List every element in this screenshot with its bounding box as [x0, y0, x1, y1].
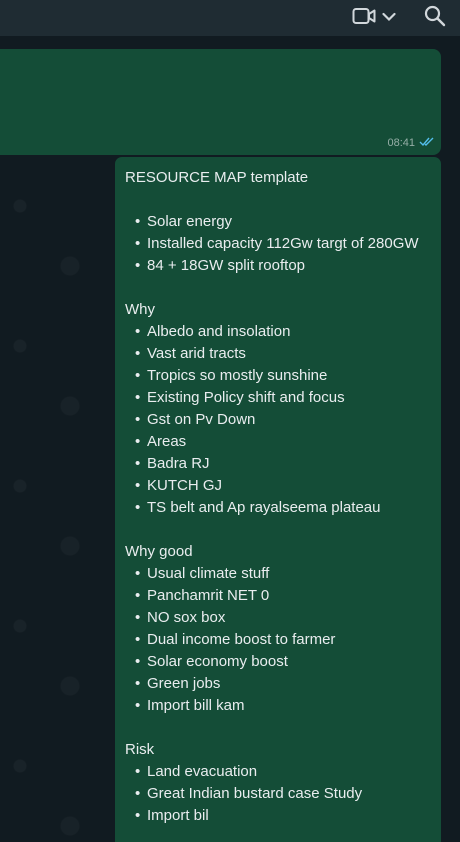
chat-header [0, 0, 460, 36]
bullet-marker: • [135, 477, 141, 494]
list-item [125, 387, 433, 409]
list-item-text: 84 + 18GW split rooftop [147, 257, 305, 274]
list-item-text: Albedo and insolation [147, 323, 291, 340]
list-item-text: Installed capacity 112Gw targt of 280GW [147, 235, 419, 252]
list-item-text: Panchamrit NET 0 [147, 587, 270, 604]
bullet-marker: • [135, 433, 141, 450]
why-good-heading: Why good [125, 543, 193, 560]
list-item-text: Import bill kam [147, 697, 245, 714]
video-camera-icon [352, 7, 376, 30]
list-item [125, 343, 433, 365]
list-item-text: Solar economy boost [147, 653, 288, 670]
list-item-text: NO sox box [147, 609, 226, 626]
list-item-text: Areas [147, 433, 187, 450]
message-bubble[interactable] [115, 157, 441, 842]
message-meta [387, 136, 435, 150]
bullet-marker: • [135, 807, 141, 824]
bullet-marker: • [135, 653, 141, 670]
bullet-marker: • [135, 609, 141, 626]
bullet-marker: • [135, 345, 141, 362]
list-item-text: Dual income boost to farmer [147, 631, 336, 648]
bullet-marker: • [135, 565, 141, 582]
list-item-text: Gst on Pv Down [147, 411, 256, 428]
list-item [125, 761, 433, 783]
list-item [125, 695, 433, 717]
list-item-text: Vast arid tracts [147, 345, 246, 362]
list-item [125, 607, 433, 629]
list-item [125, 497, 433, 519]
list-item [125, 431, 433, 453]
list-item [125, 453, 433, 475]
message-time: 08:41 [387, 137, 415, 149]
bullet-marker: • [135, 389, 141, 406]
list-item-text: Land evacuation [147, 763, 258, 780]
list-item [125, 673, 433, 695]
bullet-marker: • [135, 763, 141, 780]
why-heading: Why [125, 301, 155, 318]
chevron-down-icon [382, 9, 396, 27]
message-title: RESOURCE MAP template [125, 169, 309, 186]
list-item [125, 783, 433, 805]
list-item [125, 233, 433, 255]
list-item [125, 651, 433, 673]
list-item [125, 409, 433, 431]
list-item [125, 585, 433, 607]
search-icon [424, 5, 446, 32]
video-call-button[interactable] [352, 7, 396, 30]
bullet-marker: • [135, 499, 141, 516]
list-item-text: Solar energy [147, 213, 233, 230]
bullet-marker: • [135, 455, 141, 472]
risk-list [125, 761, 433, 827]
why-good-list [125, 563, 433, 717]
why-list [125, 321, 433, 519]
list-item [125, 475, 433, 497]
bullet-marker: • [135, 631, 141, 648]
list-item [125, 805, 433, 827]
double-check-icon [419, 136, 435, 150]
bullet-marker: • [135, 587, 141, 604]
list-item-text: KUTCH GJ [147, 477, 222, 494]
list-item [125, 563, 433, 585]
chat-area[interactable] [0, 36, 460, 842]
search-button[interactable] [424, 5, 446, 32]
list-item [125, 211, 433, 233]
list-item [125, 255, 433, 277]
bullet-marker: • [135, 235, 141, 252]
bullet-marker: • [135, 323, 141, 340]
list-item-text: Badra RJ [147, 455, 210, 472]
bullet-marker: • [135, 213, 141, 230]
list-item-text: TS belt and Ap rayalseema plateau [147, 499, 381, 516]
bullet-marker: • [135, 785, 141, 802]
bullet-marker: • [135, 697, 141, 714]
list-item-text: Existing Policy shift and focus [147, 389, 345, 406]
list-item-text: Tropics so mostly sunshine [147, 367, 328, 384]
list-item-text: Green jobs [147, 675, 221, 692]
list-item-text: Import bil [147, 807, 209, 824]
solar-list [125, 211, 433, 277]
list-item-text: Usual climate stuff [147, 565, 270, 582]
message-bubble-previous[interactable] [0, 49, 441, 155]
list-item [125, 365, 433, 387]
risk-heading: Risk [125, 741, 155, 758]
bullet-marker: • [135, 411, 141, 428]
bullet-marker: • [135, 367, 141, 384]
list-item [125, 629, 433, 651]
bullet-marker: • [135, 257, 141, 274]
bullet-marker: • [135, 675, 141, 692]
list-item-text: Great Indian bustard case Study [147, 785, 363, 802]
list-item [125, 321, 433, 343]
